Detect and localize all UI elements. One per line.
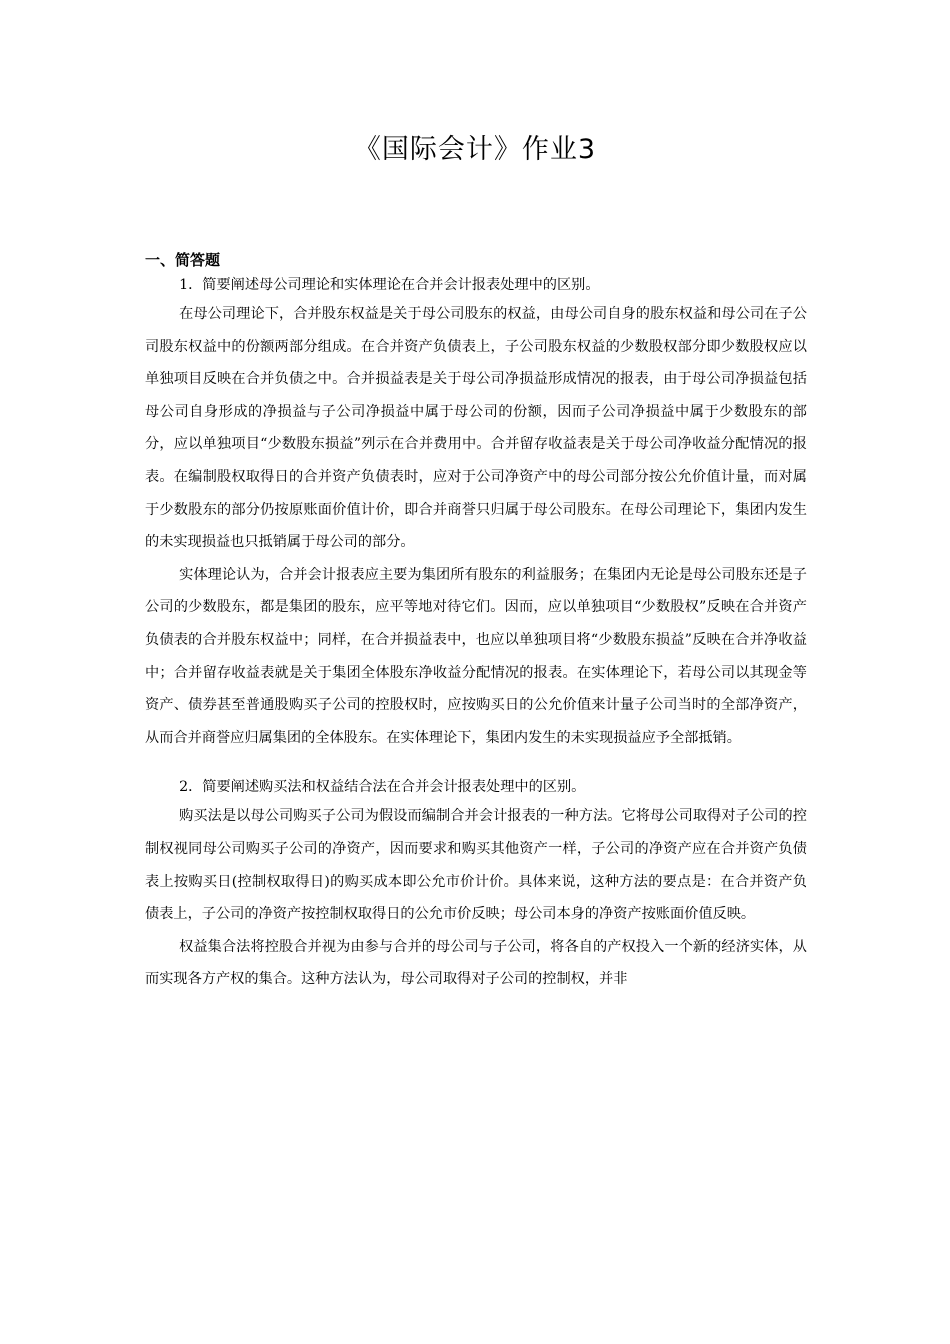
document-body: [145, 247, 807, 996]
question-title: 1．简要阐述母公司理论和实体理论在合并会计报表处理中的区别。: [179, 277, 600, 293]
answer-paragraph: 在母公司理论下，合并股东权益是关于母公司股东的权益，由母公司自身的股东权益和母公司在子公司股东权益中的份额两部分组成。在合并资产负债表上，子公司股东权益的少数股权部分即少数股权应以单独项目反映在合并负债之中。合并损益表是关于母公司净损益形成情况的报表，由于母公司净损益包括母公司自身形成的净损益与子公司净损益中属于母公司的份额，因而子公司净损益中属于少数股东的部分，应以单独项目“少数股东损益”列示在合并费用中。合并留存收益表是关于母公司净收益分配情况的报表。在编制股权取得日的合并资产负债表时，应对于公司净资产中的母公司部分按公允价值计量，而对属于少数股东的部分仍按原账面价值计价，即合并商誉只归属于母公司股东。在母公司理论下，集团内发生的未实现损益也只抵销属于母公司的部分。: [145, 306, 807, 551]
question-2: [145, 775, 807, 996]
question-title: 2．简要阐述购买法和权益结合法在合并会计报表处理中的区别。: [179, 779, 586, 796]
answer-paragraph: 实体理论认为，合并会计报表应主要为集团所有股东的利益服务；在集团内无论是母公司股东还是子公司的少数股东，都是集团的股东，应平等地对待它们。因而，应以单独项目“少数股权”反映在合并资产负债表的合并股东权益中；同样，在合并损益表中，也应以单独项目将“少数股东损益”反映在合并净收益中；合并留存收益表就是关于集团全体股东净收益分配情况的报表。在实体理论下，若母公司以其现金等资产、债券甚至普通股购买子公司的控股权时，应按购买日的公允价值来计量子公司当时的全部净资产，从而合并商誉应归属集团的全体股东。在实体理论下，集团内发生的未实现损益应予全部抵销。: [145, 566, 807, 746]
question-spacer: [145, 754, 807, 775]
answer-paragraph: 权益集合法将控股合并视为由参与合并的母公司与子公司，将各自的产权投入一个新的经济实体，从而实现各方产权的集合。这种方法认为，母公司取得对子公司的控制权，并非: [145, 938, 807, 988]
section-heading: 一、简答题: [145, 251, 221, 269]
answer-paragraph: 购买法是以母公司购买子公司为假设而编制合并会计报表的一种方法。它将母公司取得对子公司的控制权视同母公司购买子公司的净资产，因而要求和购买其他资产一样，子公司的净资产应在合并资产负债表上按购买日(控制权取得日)的购买成本即公允市价计价。具体来说，这种方法的要点是：在合并资产负债表上，子公司的净资产按控制权取得日的公允市价反映；母公司本身的净资产按账面价值反映。: [145, 808, 807, 923]
document-title: 《国际会计》作业3: [353, 134, 597, 165]
question-1: [145, 273, 807, 754]
